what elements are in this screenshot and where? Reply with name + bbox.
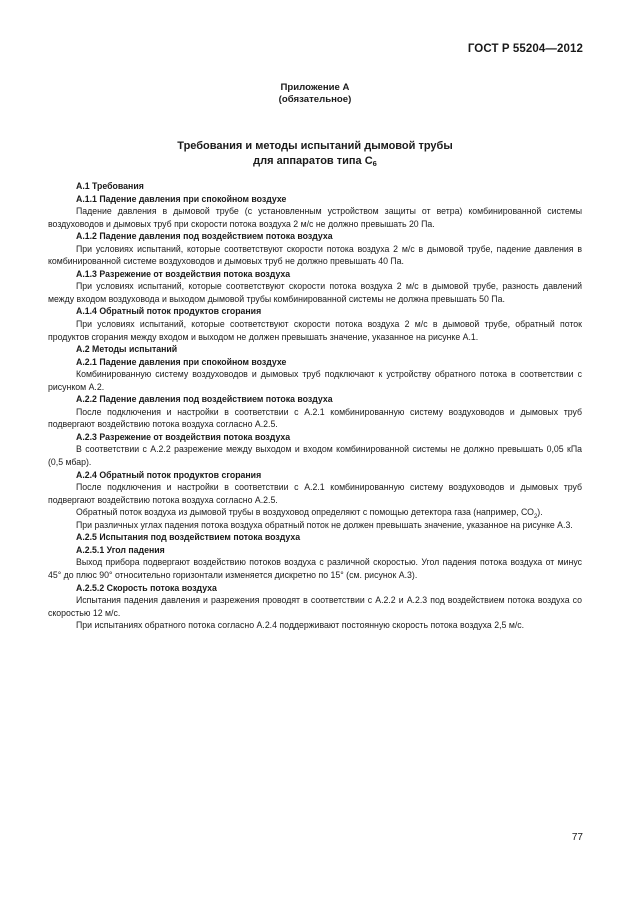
section-heading-a2-4: А.2.4 Обратный поток продуктов сгорания xyxy=(76,469,262,480)
standard-code: ГОСТ Р 55204—2012 xyxy=(467,43,583,55)
section-heading-a1-4: А.1.4 Обратный поток продуктов сгорания xyxy=(76,306,262,317)
section-heading-a2: А.2 Методы испытаний xyxy=(76,344,178,355)
paragraph-a1-1: Падение давления в дымовой трубе (с установленным устройством защиты от ветра) комбинированной системы воздуховодов и дымовых труб при скорости потока воздуха 2 м/с не должно превышать 20 Па. xyxy=(48,206,582,229)
section-heading-a1-2: А.1.2 Падение давления под воздействием потока воздуха xyxy=(76,231,333,242)
paragraph-a1-4: При условиях испытаний, которые соответствуют скорости потока воздуха 2 м/с в дымовой трубе, обратный поток продуктов сгорания между входом и выходом не должен превышать значение, указанное на рисунке А.1. xyxy=(48,319,582,342)
section-heading-a2-5-2: А.2.5.2 Скорость потока воздуха xyxy=(76,582,217,593)
annex-status: (обязательное) xyxy=(278,94,352,105)
co2-subscript: 2 xyxy=(533,513,538,520)
annex-heading xyxy=(0,82,630,106)
paragraph-a1-3: При условиях испытаний, которые соответствуют скорости потока воздуха 2 м/с в дымовой трубе, разность давлений между входом воздуховода и выходом дымовой трубы комбинированной системы не должна превышать 50 Па. xyxy=(48,281,582,304)
annex-title-line2-text: для аппаратов типа С xyxy=(253,155,373,167)
section-heading-a2-2: А.2.2 Падение давления под воздействием потока воздуха xyxy=(76,394,333,405)
annex-title xyxy=(0,139,630,171)
paragraph-a2-3: В соответствии с А.2.2 разрежение между выходом и входом комбинированной системы не должно превышать 0,05 кПа (0,5 мбар). xyxy=(48,444,582,468)
annex-title-subscript: 6 xyxy=(372,159,377,168)
paragraph-a2-4-2-end: ). xyxy=(537,507,543,518)
paragraph-a2-5-1: Выход прибора подвергают воздействию потоков воздуха с различной скоростью. Угол падения потока воздуха от минус 45° до плюс 90° относительно горизонтали изменяется дискретно по 15° (см. рисунок А.3). xyxy=(48,557,582,580)
paragraph-a2-1: Комбинированную систему воздуховодов и дымовых труб подключают к устройству обратного потока в соответствии с рисунком А.2. xyxy=(48,369,582,392)
paragraph-a2-5-2-2: При испытаниях обратного потока согласно А.2.4 поддерживают постоянную скорость потока воздуха 2,5 м/с. xyxy=(76,620,525,631)
section-heading-a1: А.1 Требования xyxy=(76,181,144,191)
page-number: 77 xyxy=(571,832,583,843)
section-heading-a1-3: А.1.3 Разрежение от воздействия потока воздуха xyxy=(76,268,291,279)
paragraph-a1-2: При условиях испытаний, которые соответствуют скорости потока воздуха 2 м/с в дымовой трубе, падение давления в комбинированной системе воздуховодов и дымовых труб не должно превышать 40 Па. xyxy=(48,243,582,267)
annex-title-line2 xyxy=(0,154,630,171)
section-heading-a1-1: А.1.1 Падение давления при спокойном воздухе xyxy=(76,193,287,204)
paragraph-a2-5-2-1: Испытания падения давления и разрежения проводят в соответствии с А.2.2 и А.2.3 под воздействием потока воздуха со скоростью 12 м/с. xyxy=(48,595,582,618)
annex-label: Приложение А xyxy=(280,82,350,93)
paragraph-a2-4-1: После подключения и настройки в соответствии с А.2.1 комбинированную систему воздуховодов и дымовых труб подвергают воздействию потока воздуха согласно А.2.5. xyxy=(48,482,582,505)
section-heading-a2-1: А.2.1 Падение давления при спокойном воздухе xyxy=(76,356,287,367)
paragraph-a2-4-3: При различных углах падения потока воздуха обратный поток не должен превышать значение, указанное на рисунке А.3. xyxy=(76,519,573,530)
paragraph-a2-4-2 xyxy=(48,506,582,519)
annex-title-line1: Требования и методы испытаний дымовой трубы xyxy=(177,140,453,152)
section-heading-a2-5: А.2.5 Испытания под воздействием потока воздуха xyxy=(76,532,301,543)
section-heading-a2-3: А.2.3 Разрежение от воздействия потока воздуха xyxy=(76,431,291,442)
document-body xyxy=(48,180,582,632)
paragraph-a2-2: После подключения и настройки в соответствии с А.2.1 комбинированную систему воздуховодов и дымовых труб подвергают воздействию потока воздуха согласно А.2.5. xyxy=(48,406,582,430)
section-heading-a2-5-1: А.2.5.1 Угол падения xyxy=(76,544,165,555)
paragraph-a2-4-2-text: Обратный поток воздуха из дымовой трубы в воздуховод определяют с помощью детектора газа (например, СО xyxy=(76,507,534,518)
